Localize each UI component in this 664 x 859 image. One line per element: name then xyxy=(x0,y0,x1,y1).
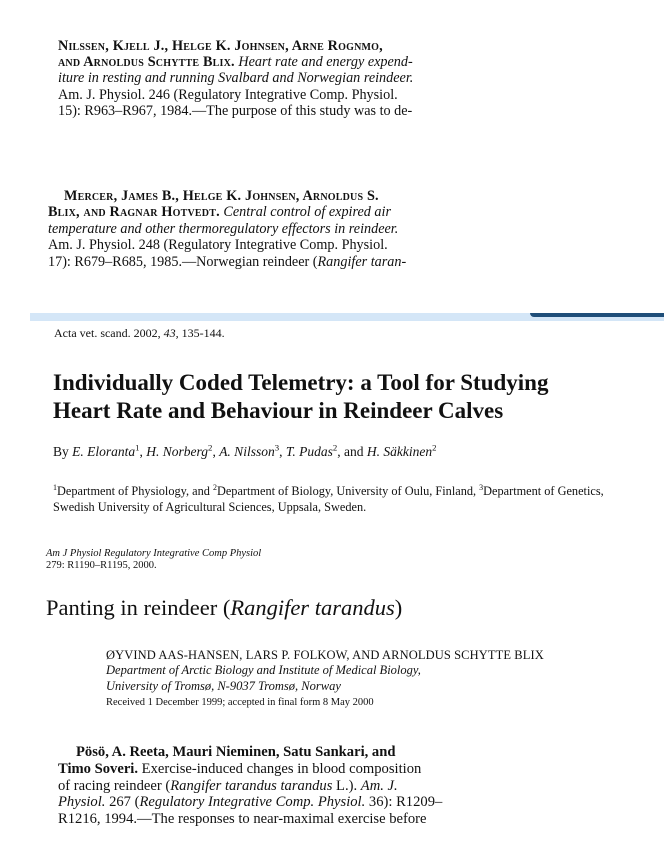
snippet-line xyxy=(58,761,470,778)
reference-title: Exercise-induced changes in blood composition xyxy=(138,760,422,777)
snippet-line xyxy=(48,188,460,204)
affiliation-marker: 2 xyxy=(208,442,213,453)
text-fragment: of racing reindeer ( xyxy=(58,777,171,794)
journal-section: Regulatory Integrative Comp. Physiol. xyxy=(139,794,366,811)
affiliation-marker: 1 xyxy=(53,482,57,492)
reference-title: Central control of expired air xyxy=(223,204,391,221)
affiliation-marker: 3 xyxy=(479,482,484,492)
text-fragment: Acta vet. scand. 2002, xyxy=(54,326,164,340)
affiliation-line: University of Tromsø, N-9037 Tromsø, Norway xyxy=(106,679,341,693)
snippet-line xyxy=(58,794,470,811)
text-fragment: 135-144. xyxy=(178,326,225,340)
author-list: By E. Eloranta$^1$, H. Norberg$^2$, A. Nilsson$^3$, T. Pudas$^2$, and H. Säkkinen$^2$ xyxy=(53,442,437,459)
affiliation-marker: 2 xyxy=(212,482,217,492)
snippet-line xyxy=(48,221,460,237)
snippet-line: Am. J. Physiol. 246 (Regulatory Integrative Comp. Physiol. xyxy=(58,86,398,103)
snippet-line xyxy=(48,254,460,270)
text-fragment: 36): R1209– xyxy=(365,794,443,811)
title-line: Individually Coded Telemetry: a Tool for Studying xyxy=(53,370,549,395)
snippet-line xyxy=(58,38,468,54)
text-fragment: Panting in reindeer ( xyxy=(46,595,231,620)
reference-authors: Mercer, James B., Helge K. Johnsen, Arnoldus S. xyxy=(64,188,379,204)
species-name: Rangifer taran- xyxy=(317,253,407,270)
reference-authors: and Arnoldus Schytte Blix. xyxy=(58,54,235,71)
author-name: A. Nilsson xyxy=(219,444,275,459)
text-fragment: By xyxy=(53,444,73,459)
text-fragment: 17): R679–R685, 1985.—Norwegian reindeer ( xyxy=(48,253,318,270)
affiliation-marker: 3 xyxy=(274,442,280,453)
journal-volume: 279: R1190–R1195, 2000. xyxy=(46,560,157,571)
affiliation-marker: 2 xyxy=(332,442,338,453)
text-fragment: 267 ( xyxy=(105,794,140,811)
title-line: Heart Rate and Behaviour in Reindeer Calves xyxy=(53,398,504,423)
reference-title: Heart rate and energy expend- xyxy=(238,54,413,71)
author-name: T. Pudas xyxy=(285,444,333,459)
reference-authors: Timo Soveri. xyxy=(58,760,138,777)
snippet-line: Am. J. Physiol. 248 (Regulatory Integrative Comp. Physiol. xyxy=(48,237,388,254)
affiliation-text: Department of Biology, University of Oulu, Finland, xyxy=(216,484,480,498)
text-fragment: , and xyxy=(337,444,367,459)
author-name: H. Norberg xyxy=(146,444,209,459)
species-name: Rangifer tarandus tarandus xyxy=(170,777,333,794)
snippet-line xyxy=(58,54,468,70)
journal-name: Am J Physiol Regulatory Integrative Comp Physiol xyxy=(46,548,262,559)
volume-number: 43, xyxy=(163,326,179,340)
snippet-line xyxy=(58,70,468,86)
acta-paper-header xyxy=(0,322,664,522)
paper-title xyxy=(53,369,653,425)
author-list: ØYVIND AAS-HANSEN, LARS P. FOLKOW, AND ARNOLDUS SCHYTTE BLIX xyxy=(106,648,544,662)
received-date: Received 1 December 1999; accepted in final form 8 May 2000 xyxy=(106,697,374,708)
reference-snippet-nilssen xyxy=(58,38,468,122)
ajp-paper-header xyxy=(0,545,664,715)
paper-title xyxy=(46,595,402,621)
journal-citation xyxy=(54,326,225,341)
affiliation-line xyxy=(53,484,653,500)
journal-name: Physiol. xyxy=(58,794,106,811)
reference-title: temperature and other thermoregulatory effectors in reindeer. xyxy=(48,220,399,237)
text-fragment: L.). xyxy=(332,777,361,794)
snippet-line: 15): R963–R967, 1984.—The purpose of this study was to de- xyxy=(58,102,413,119)
divider-accent xyxy=(530,313,664,317)
text-fragment: ) xyxy=(394,595,403,620)
species-name: Rangifer tarandus xyxy=(230,595,395,620)
reference-authors: Pösö, A. Reeta, Mauri Nieminen, Satu Sankari, and xyxy=(76,744,396,760)
affiliations xyxy=(53,484,653,515)
snippet-line xyxy=(58,744,470,761)
affiliation-text: Department of Genetics, xyxy=(483,484,604,498)
reference-authors: Blix, and Ragnar Hotvedt. xyxy=(48,204,220,221)
affiliation-line: Department of Arctic Biology and Institute of Medical Biology, xyxy=(106,663,421,677)
affiliation-marker: 1 xyxy=(135,442,140,453)
snippet-line: R1216, 1994.—The responses to near-maximal exercise before xyxy=(58,811,427,828)
affiliation-marker: 2 xyxy=(432,442,437,453)
reference-title: iture in resting and running Svalbard and Norwegian reindeer. xyxy=(58,70,414,87)
affiliation-text: Department of Physiology, and xyxy=(57,484,213,498)
snippet-line xyxy=(58,778,470,795)
author-name: H. Säkkinen xyxy=(366,444,433,459)
reference-authors: Nilssen, Kjell J., Helge K. Johnsen, Arne Rognmo, xyxy=(58,38,383,54)
author-name: E. Eloranta xyxy=(72,444,136,459)
reference-snippet-poso xyxy=(58,744,470,830)
journal-name: Am. J. xyxy=(360,777,398,794)
snippet-line xyxy=(48,204,460,220)
affiliation-line: Swedish University of Agricultural Sciences, Uppsala, Sweden. xyxy=(53,499,367,514)
reference-snippet-mercer xyxy=(48,188,460,272)
